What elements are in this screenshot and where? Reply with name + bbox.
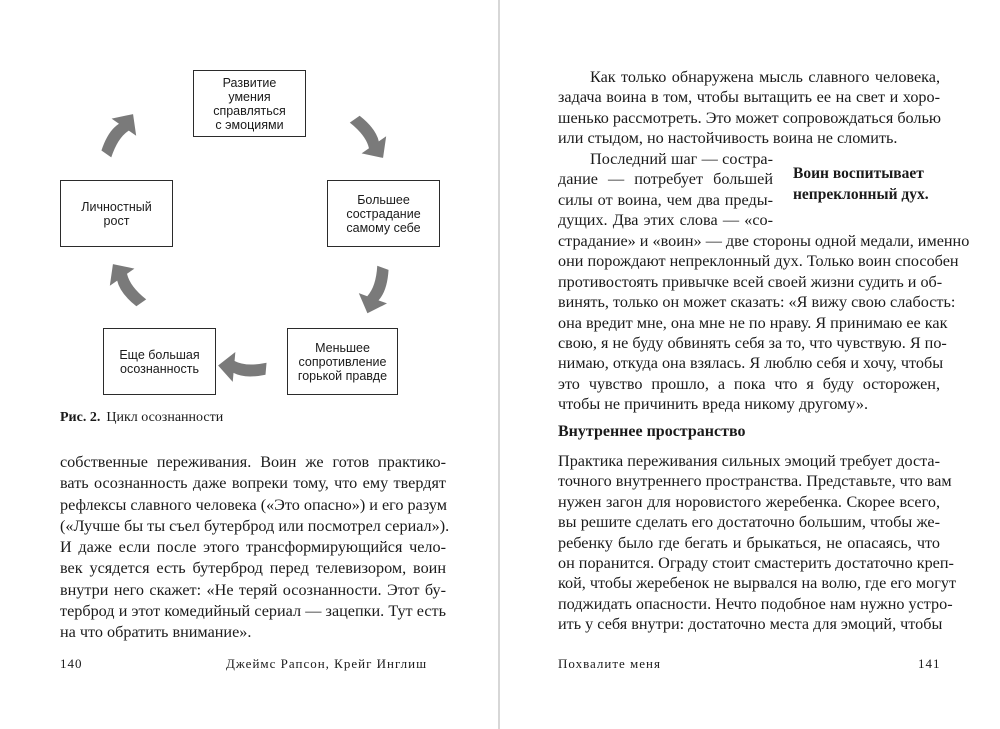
text-line: дание — потребует большей xyxy=(558,170,773,189)
figure-caption xyxy=(60,410,223,426)
cycle-box-emotion-skills: Развитие умения справляться с эмоциями xyxy=(193,70,306,137)
text-line: это чувство прошло, а пока что я буду осторожен, xyxy=(558,374,940,393)
text-line: на что обратить внимание». xyxy=(60,623,252,642)
text-line: точного внутреннего пространства. Представьте, что вам xyxy=(558,472,952,491)
pull-quote: Воин воспитывает непреклонный дух. xyxy=(793,165,929,203)
text-line: дущих. Два этих слова — «со- xyxy=(558,211,773,230)
page-number-left: 140 xyxy=(60,656,83,671)
figure-title: Цикл осознанности xyxy=(106,410,224,425)
text-line: вы решите сделать его достаточно большим, чтобы же- xyxy=(558,513,940,532)
text-line: она вредит мне, она мне не по нраву. Я принимаю ее как xyxy=(558,313,948,332)
paragraph-1 xyxy=(558,67,940,149)
text-line: или стыдом, но настойчивость воина не сломить. xyxy=(558,129,898,148)
text-line: Практика переживания сильных эмоций требует доста- xyxy=(558,452,940,470)
text-line: свою, я не буду обвинять себя за то, что чувствую. Я по- xyxy=(558,333,947,352)
arrow-top-to-right xyxy=(343,110,395,167)
text-line: рефлексы славного человека («Это опасно») и его разум xyxy=(60,495,448,514)
paragraph-2-narrow xyxy=(558,149,773,231)
arrow-left-to-top xyxy=(93,105,145,162)
running-head-right: Похвалите меня xyxy=(558,656,661,671)
text-line: винять, только он может сказать: «Я вижу свою слабость: xyxy=(558,293,956,312)
text-line: шенько рассмотреть. Это может сопровождаться болью xyxy=(558,108,941,127)
text-line: Последний шаг — состра- xyxy=(590,150,773,168)
section-heading: Внутреннее пространство xyxy=(558,423,746,440)
cycle-box-less-resistance: Меньшее сопротивление горькой правде xyxy=(287,328,398,395)
text-line: И даже если после этого трансформирующийся чело- xyxy=(60,538,446,557)
text-line: собственные переживания. Воин же готов практико- xyxy=(60,453,446,471)
text-line: век усядется есть бутерброд перед телевизором, воин xyxy=(60,559,446,578)
text-line: Как только обнаружена мысль славного человека, xyxy=(590,68,940,86)
text-line: ребенку было где бегать и брыкаться, не опасаясь, что xyxy=(558,533,940,552)
left-page xyxy=(0,0,498,729)
arrow-bottom-to-left xyxy=(217,351,267,385)
text-line: («Лучше бы ты съел бутерброд или посмотрел сериал»). xyxy=(60,516,450,535)
left-body-text xyxy=(60,452,450,644)
text-line: внутри него скажет: «Не теряй осознанности. Этот бу- xyxy=(60,580,446,599)
text-line: силы от воина, чем два преды- xyxy=(558,190,773,209)
text-line: страдание» и «воин» — две стороны одной медали, именно xyxy=(558,232,970,250)
page-number-right: 141 xyxy=(918,656,941,671)
text-line: противостоять привычке всей своей жизни судить и об- xyxy=(558,272,943,291)
cycle-box-more-awareness: Еще большая осознанность xyxy=(103,328,216,395)
text-line: чтобы не причинить вреда никому другому». xyxy=(558,395,869,414)
awareness-cycle-diagram xyxy=(0,0,498,405)
cycle-box-self-compassion: Большее сострадание самому себе xyxy=(327,180,440,247)
cycle-box-personal-growth: Личностный рост xyxy=(60,180,173,247)
text-line: они порождают непреклонный дух. Только воин способен xyxy=(558,252,959,271)
text-line: нужен загон для норовистого жеребенка. Скорее всего, xyxy=(558,492,940,511)
paragraph-3 xyxy=(558,451,957,635)
text-line: вать осознанность даже вопреки тому, что ему твердят xyxy=(60,474,446,493)
text-line: задача воина в том, чтобы вытащить ее на свет и хоро- xyxy=(558,88,940,107)
text-line: нимаю, откуда она взялась. Я люблю себя и хочу, чтобы xyxy=(558,354,944,373)
text-line: ить у себя внутри: достаточно места для эмоций, чтобы xyxy=(558,615,943,634)
paragraph-2-full xyxy=(558,231,970,415)
figure-number: Рис. 2. xyxy=(60,410,101,425)
text-line: кой, чтобы жеребенок не вырвался на волю, где его могут xyxy=(558,574,957,593)
text-line: поджидать опасности. Нечто подобное нам нужно устро- xyxy=(558,594,953,613)
arrow-bottomleft-to-left xyxy=(101,255,153,312)
arrow-right-to-bottom xyxy=(353,263,398,318)
running-head-left: Джеймс Рапсон, Крейг Инглиш xyxy=(226,656,428,671)
text-line: он поранится. Ограду стоит смастерить достаточно креп- xyxy=(558,553,954,572)
text-line: терброд и этот комедийный сериал — зацепки. Тут есть xyxy=(60,602,446,621)
